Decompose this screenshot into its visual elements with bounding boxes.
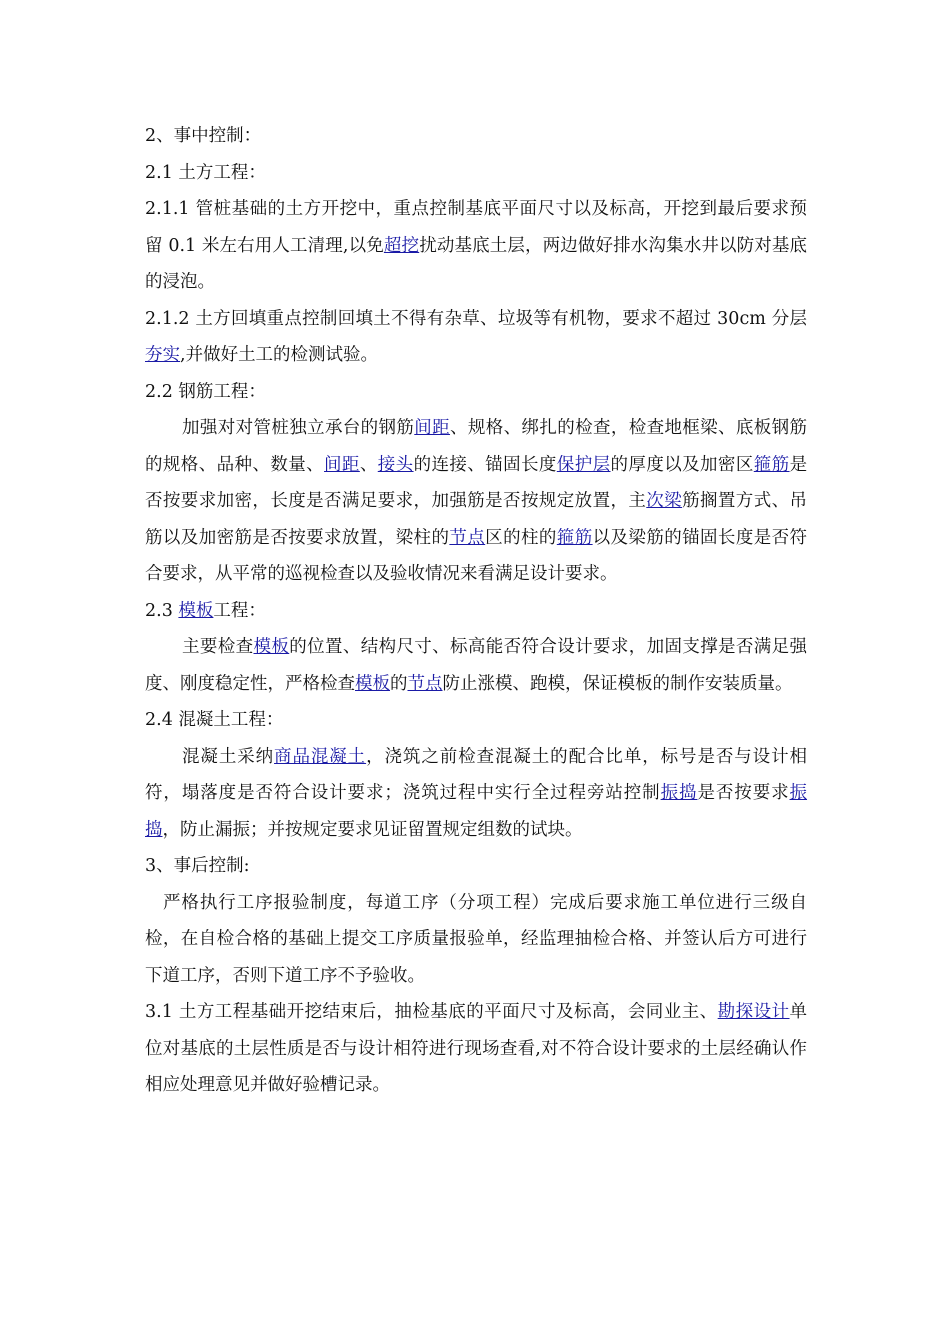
term-link[interactable]: 节点: [407, 673, 443, 694]
term-link[interactable]: 间距: [324, 454, 360, 475]
document-body: [145, 118, 807, 1104]
term-link[interactable]: 箍筋: [753, 454, 790, 475]
paragraph-text: 是否按要求: [697, 783, 790, 803]
paragraph-text: 2.1.1 管桩基础的土方开挖中，重点控制基底平面尺寸以及标高，开挖到最后要求预留 0.1 米左右用人工清理,以免: [145, 199, 807, 256]
paragraph-text: 严格执行工序报验制度，每道工序（分项工程）完成后要求施工单位进行三级自检，在自检合格的基础上提交工序质量报验单，经监理抽检合格、并签认后方可进行下道工序，否则下道工序不予验收。: [145, 892, 807, 986]
term-link[interactable]: 模板: [253, 637, 290, 657]
paragraph: [145, 155, 807, 192]
paragraph-text: 单位对基底的土层性质是否与设计相符进行现场查看,对不符合设计要求的土层经确认作相应处理意见并做好验槽记录。: [145, 1002, 807, 1095]
paragraph-text: 混凝土采纳: [182, 746, 275, 767]
paragraph-text: 2.3: [145, 600, 179, 621]
paragraph: [145, 994, 807, 1104]
term-link[interactable]: 模板: [355, 673, 390, 694]
paragraph: [145, 593, 807, 630]
term-link[interactable]: 模板: [178, 600, 214, 621]
paragraph-text: ，防止漏振；并按规定要求见证留置规定组数的试块。: [162, 819, 583, 840]
paragraph-text: 的: [390, 673, 408, 694]
paragraph-text: 2.1.2 土方回填重点控制回填土不得有杂草、垃圾等有机物，要求不超过 30cm 分层: [145, 308, 807, 329]
paragraph: [145, 848, 807, 885]
paragraph-text: 的连接、锚固长度: [413, 454, 557, 475]
paragraph-text: 防止涨模、跑模，保证模板的制作安装质量。: [442, 673, 793, 694]
term-link[interactable]: 箍筋: [556, 527, 593, 548]
term-link[interactable]: 节点: [449, 527, 486, 548]
term-link[interactable]: 间距: [414, 418, 451, 438]
paragraph-text: 2.1 土方工程：: [145, 162, 266, 183]
paragraph-text: 是否按要求加密，长度是否满足要求，加强筋是否按规定放置，主: [145, 454, 808, 511]
paragraph-text: 2.4 混凝土工程：: [145, 710, 284, 730]
term-link[interactable]: 夯实: [145, 345, 180, 365]
paragraph-text: 筋搁置方式、吊筋以及加密筋是否按要求放置，梁柱的: [145, 491, 808, 548]
paragraph-text: ，浇筑之前检查混凝土的配合比单，标号是否与设计相符，塌落度是否符合设计要求；浇筑过程中实行全过程旁站控制: [145, 746, 808, 803]
paragraph-text: 区的柱的: [485, 527, 557, 548]
term-link[interactable]: 振捣: [145, 783, 808, 840]
paragraph: [145, 739, 807, 849]
paragraph: [145, 885, 807, 995]
term-link[interactable]: 保护层: [556, 454, 611, 475]
term-link[interactable]: 商品混凝土: [274, 746, 367, 767]
paragraph-text: 扰动基底土层，两边做好排水沟集水井以防对基底的浸泡。: [145, 235, 808, 292]
paragraph-text: 加强对对管桩独立承台的钢筋: [182, 418, 415, 438]
paragraph: [145, 118, 807, 155]
paragraph: [145, 301, 807, 374]
paragraph-text: 3.1 土方工程基础开挖结束后，抽检基底的平面尺寸及标高，会同业主、: [145, 1002, 718, 1022]
paragraph-text: 以及梁筋的锚固长度是否符合要求，从平常的巡视检查以及验收情况来看满足设计要求。: [145, 527, 808, 584]
term-link[interactable]: 振捣: [660, 783, 698, 803]
paragraph-text: ,并做好土工的检测试验。: [180, 345, 379, 365]
paragraph: [145, 191, 807, 301]
paragraph-text: 2、事中控制：: [145, 126, 262, 146]
paragraph: [145, 629, 807, 702]
paragraph-text: 的位置、结构尺寸、标高能否符合设计要求，加固支撑是否满足强度、刚度稳定性，严格检查: [145, 637, 808, 694]
paragraph-text: 、: [359, 454, 378, 475]
term-link[interactable]: 勘探设计: [717, 1002, 790, 1022]
paragraph-text: 的厚度以及加密区: [610, 454, 754, 475]
paragraph-text: 3、事后控制:: [145, 856, 250, 876]
term-link[interactable]: 接头: [377, 454, 414, 475]
paragraph: [145, 410, 807, 593]
term-link[interactable]: 超挖: [383, 235, 420, 256]
paragraph: [145, 702, 807, 739]
paragraph-text: 主要检查: [182, 637, 254, 657]
paragraph-text: 工程：: [213, 600, 266, 621]
paragraph: [145, 374, 807, 411]
paragraph-text: 2.2 钢筋工程：: [145, 381, 266, 402]
paragraph-text: 、规格、绑扎的检查，检查地框梁、底板钢筋的规格、品种、数量、: [145, 418, 808, 475]
term-link[interactable]: 次梁: [646, 491, 683, 511]
